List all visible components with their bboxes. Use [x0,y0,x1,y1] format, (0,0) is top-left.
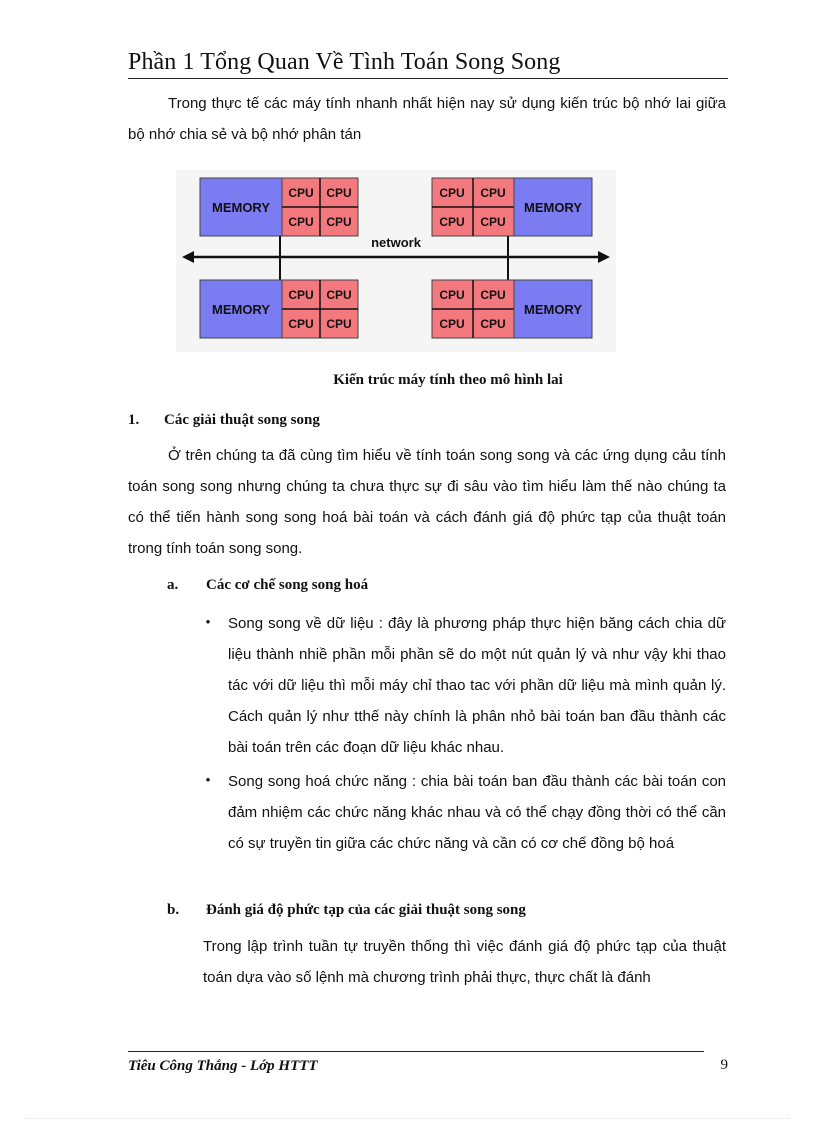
cpu-label: CPU [288,215,314,229]
cpu-label: CPU [439,288,465,302]
memory-label: MEMORY [211,200,271,215]
section-number: 1. [128,412,140,428]
node-bottom-left [200,280,358,338]
cpu-label: CPU [439,186,465,200]
memory-label: MEMORY [211,302,271,317]
arrow-right-icon [598,251,610,263]
section-paragraph: Ở trên chúng ta đã cùng tìm hiểu về tính toán song song và các ứng dụng cảu tính toán song song nhưng chúng ta chưa thực sự đi sâu vào tìm hiểu làm thế nào chúng ta có thể tiến hành song song hoá bài toán và cách đánh giá độ phức tạp của thuật toán trong tính toán song song. [128,447,726,557]
cpu-label: CPU [480,186,506,200]
cpu-label: CPU [480,215,506,229]
page-header [128,46,728,79]
cpu-label: CPU [326,215,352,229]
subsection-b-title: Đánh giá độ phức tạp của các giải thuật song song [206,902,526,918]
hybrid-memory-diagram [176,170,616,352]
bullet-item-functional-parallel: Song song hoá chức năng : chia bài toán ban đầu thành các bài toán con đảm nhiệm các chức năng khác nhau và có thể chạy đồng thời có thể cần có sự truyền tin giữa các chức năng và cần có cơ chế đồng bộ hoá [228,773,726,852]
network-bus [182,234,610,280]
subsection-a-marker: a. [167,577,179,593]
cpu-label: CPU [480,288,506,302]
footer-rule [128,1051,704,1052]
cpu-label: CPU [326,317,352,331]
memory-label: MEMORY [523,302,583,317]
cpu-label: CPU [439,317,465,331]
header-title: Phần 1 Tổng Quan Về Tình Toán Song Song [128,49,561,75]
cpu-label: CPU [288,186,314,200]
bullet-icon: • [205,773,211,789]
cpu-label: CPU [326,186,352,200]
cpu-label: CPU [288,288,314,302]
intro-paragraph: Trong thực tế các máy tính nhanh nhất hiện nay sử dụng kiến trúc bộ nhớ lai giữa bộ nhớ chia sẻ và bộ nhớ phân tán [128,95,726,143]
node-bottom-right [432,280,592,338]
cpu-label: CPU [288,317,314,331]
subsection-b-paragraph: Trong lập trình tuần tự truyền thống thì việc đánh giá độ phức tạp của thuật toán dựa vào số lệnh mà chương trình phải thực, thực chất là đánh [203,938,726,986]
cpu-label: CPU [480,317,506,331]
subsection-a-title: Các cơ chế song song hoá [206,577,369,593]
section-title: Các giải thuật song song [164,412,320,428]
cpu-label: CPU [439,215,465,229]
memory-label: MEMORY [523,200,583,215]
node-top-left [200,178,358,236]
figure-caption: Kiến trúc máy tính theo mô hình lai [333,372,563,388]
network-label: network [371,235,421,250]
footer-author: Tiêu Công Thắng - Lớp HTTT [128,1058,318,1074]
cpu-label: CPU [326,288,352,302]
page-number: 9 [720,1057,728,1073]
subsection-b-marker: b. [167,902,180,918]
page-bottom-dotted-rule [26,1118,790,1119]
node-top-right [432,178,592,236]
arrow-left-icon [182,251,194,263]
bullet-item-data-parallel: Song song về dữ liệu : đây là phương pháp thực hiện băng cách chia dữ liệu thành nhiề phần mỗi phần sẽ do một nút quản lý và như vậy khi thao tác với dữ liệu thì mỗi máy chỉ thao tac với phần dữ liệu mà mình quản lý. Cách quản lý như tthế này chính là phân nhỏ bài toán ban đầu thành các bài toán trên các đoạn dữ liệu khác nhau. [228,615,726,756]
bullet-icon: • [205,615,211,631]
